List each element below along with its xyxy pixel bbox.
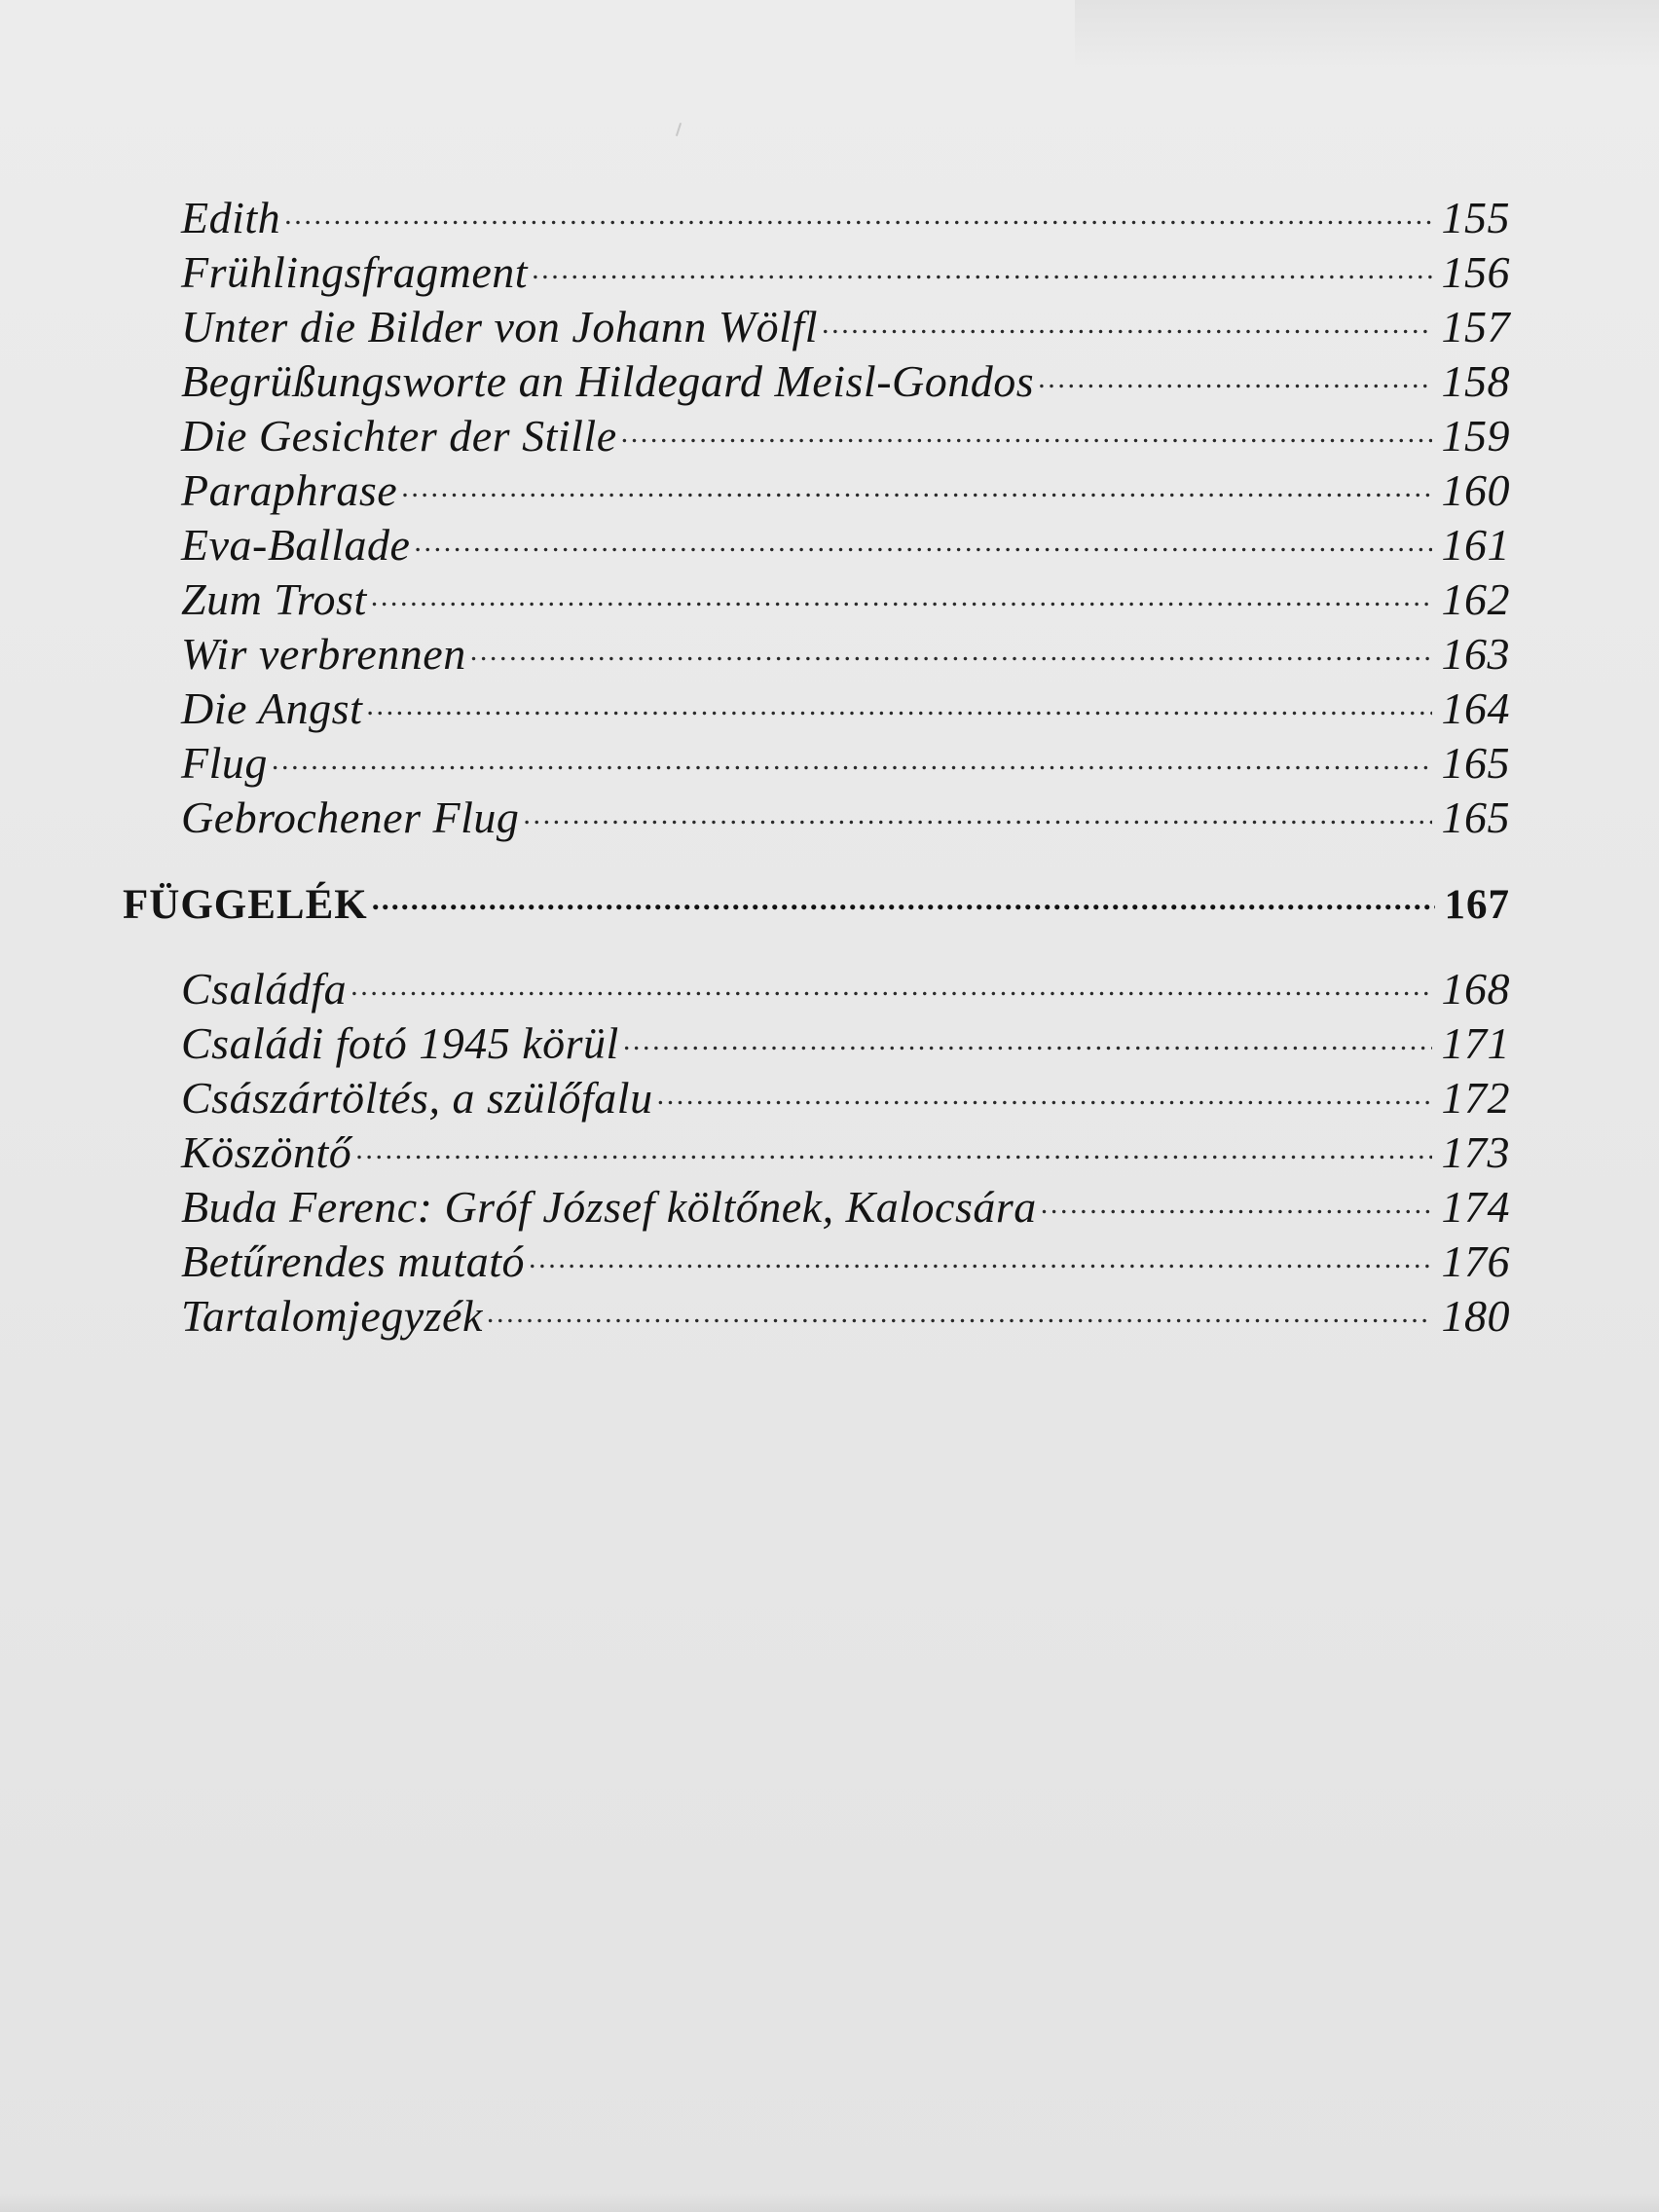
toc-entry-page: 173 (1441, 1127, 1510, 1177)
toc-entry-page: 168 (1441, 964, 1510, 1014)
toc-entry-title: Császártöltés, a szülőfalu (181, 1073, 653, 1123)
dot-leader (623, 1014, 1432, 1058)
toc-entry-page: 172 (1441, 1073, 1510, 1123)
toc-entry-page: 155 (1441, 193, 1510, 242)
toc-entry-title: Köszöntő (181, 1127, 352, 1177)
dot-leader (401, 461, 1431, 505)
toc-entry (181, 188, 1510, 243)
toc-entry-title: Flug (181, 738, 268, 788)
toc-entry-page: 157 (1441, 302, 1510, 351)
dot-leader (822, 297, 1432, 342)
dot-leader (470, 624, 1432, 669)
toc-entry-title: Tartalomjegyzék (181, 1291, 483, 1341)
toc-entry (181, 570, 1510, 625)
dot-leader (1041, 1177, 1432, 1222)
toc-entry (181, 1286, 1510, 1342)
dot-leader (523, 788, 1431, 832)
toc-entry-title: Begrüßungsworte an Hildegard Meisl-Gondos (181, 356, 1035, 406)
toc-entry-title: Buda Ferenc: Gróf József költőnek, Kalocsára (181, 1182, 1037, 1232)
toc-entry (181, 1177, 1510, 1233)
toc-entry-title: Gebrochener Flug (181, 793, 520, 842)
toc-entry-page: 165 (1441, 793, 1510, 842)
toc-entry (181, 1014, 1510, 1069)
dot-leader (487, 1286, 1432, 1331)
toc-entry (181, 461, 1510, 516)
dot-leader (366, 679, 1431, 723)
toc-entry-title: Frühlingsfragment (181, 247, 529, 297)
stray-mark (676, 123, 682, 136)
toc-entry (181, 959, 1510, 1014)
toc-entry-title: Edith (181, 193, 281, 242)
dot-leader (414, 515, 1431, 560)
toc-entry-title: Die Angst (181, 683, 363, 733)
dot-leader (529, 1232, 1431, 1276)
toc-entry-title: Zum Trost (181, 574, 367, 624)
toc-entry-title: Die Gesichter der Stille (181, 411, 617, 461)
page-bottom-edge (0, 2194, 1659, 2212)
toc-entry (181, 1068, 1510, 1124)
toc-entry-page: 180 (1441, 1291, 1510, 1341)
toc-section-heading (123, 876, 1510, 929)
dot-leader (350, 959, 1431, 1004)
toc-entry (181, 733, 1510, 789)
toc-entry-page: 176 (1441, 1236, 1510, 1286)
toc-entry-page: 163 (1441, 629, 1510, 679)
toc-entry (181, 406, 1510, 461)
toc-entry-page: 174 (1441, 1182, 1510, 1232)
dot-leader (372, 876, 1435, 918)
dot-leader (532, 242, 1431, 287)
dot-leader (621, 406, 1432, 451)
dot-leader (371, 570, 1432, 614)
dot-leader (657, 1068, 1432, 1113)
toc-entry-page: 171 (1441, 1018, 1510, 1068)
toc-entry (181, 788, 1510, 843)
toc-entry (181, 679, 1510, 734)
dot-leader (284, 188, 1431, 233)
toc-entry (181, 297, 1510, 352)
toc-entry (181, 1123, 1510, 1178)
dot-leader (272, 733, 1432, 778)
toc-entry-page: 165 (1441, 738, 1510, 788)
toc-entry (181, 1232, 1510, 1287)
toc-entry-page: 161 (1441, 520, 1510, 570)
toc-entry (181, 242, 1510, 298)
toc-entry-title: Eva-Ballade (181, 520, 411, 570)
toc-entry-page: 164 (1441, 683, 1510, 733)
toc-entry (181, 351, 1510, 407)
toc-entry-page: 160 (1441, 465, 1510, 515)
toc-entry-title: Unter die Bilder von Johann Wölfl (181, 302, 818, 351)
toc-entry-title: Családfa (181, 964, 348, 1014)
toc-entry (181, 515, 1510, 571)
toc-entry-page: 162 (1441, 574, 1510, 624)
toc-entry-page: 158 (1441, 356, 1510, 406)
toc-section-title: FÜGGELÉK (123, 882, 368, 928)
toc-entry-page: 156 (1441, 247, 1510, 297)
dot-leader (1038, 351, 1431, 396)
page-shadow (1075, 0, 1659, 68)
toc-section-page: 167 (1444, 882, 1510, 928)
dot-leader (355, 1123, 1431, 1167)
toc-entry-page: 159 (1441, 411, 1510, 461)
toc-entry-title: Betűrendes mutató (181, 1236, 526, 1286)
toc-entry-title: Családi fotó 1945 körül (181, 1018, 619, 1068)
toc-entry (181, 624, 1510, 680)
toc-entry-title: Wir verbrennen (181, 629, 466, 679)
toc-entry-title: Paraphrase (181, 465, 398, 515)
